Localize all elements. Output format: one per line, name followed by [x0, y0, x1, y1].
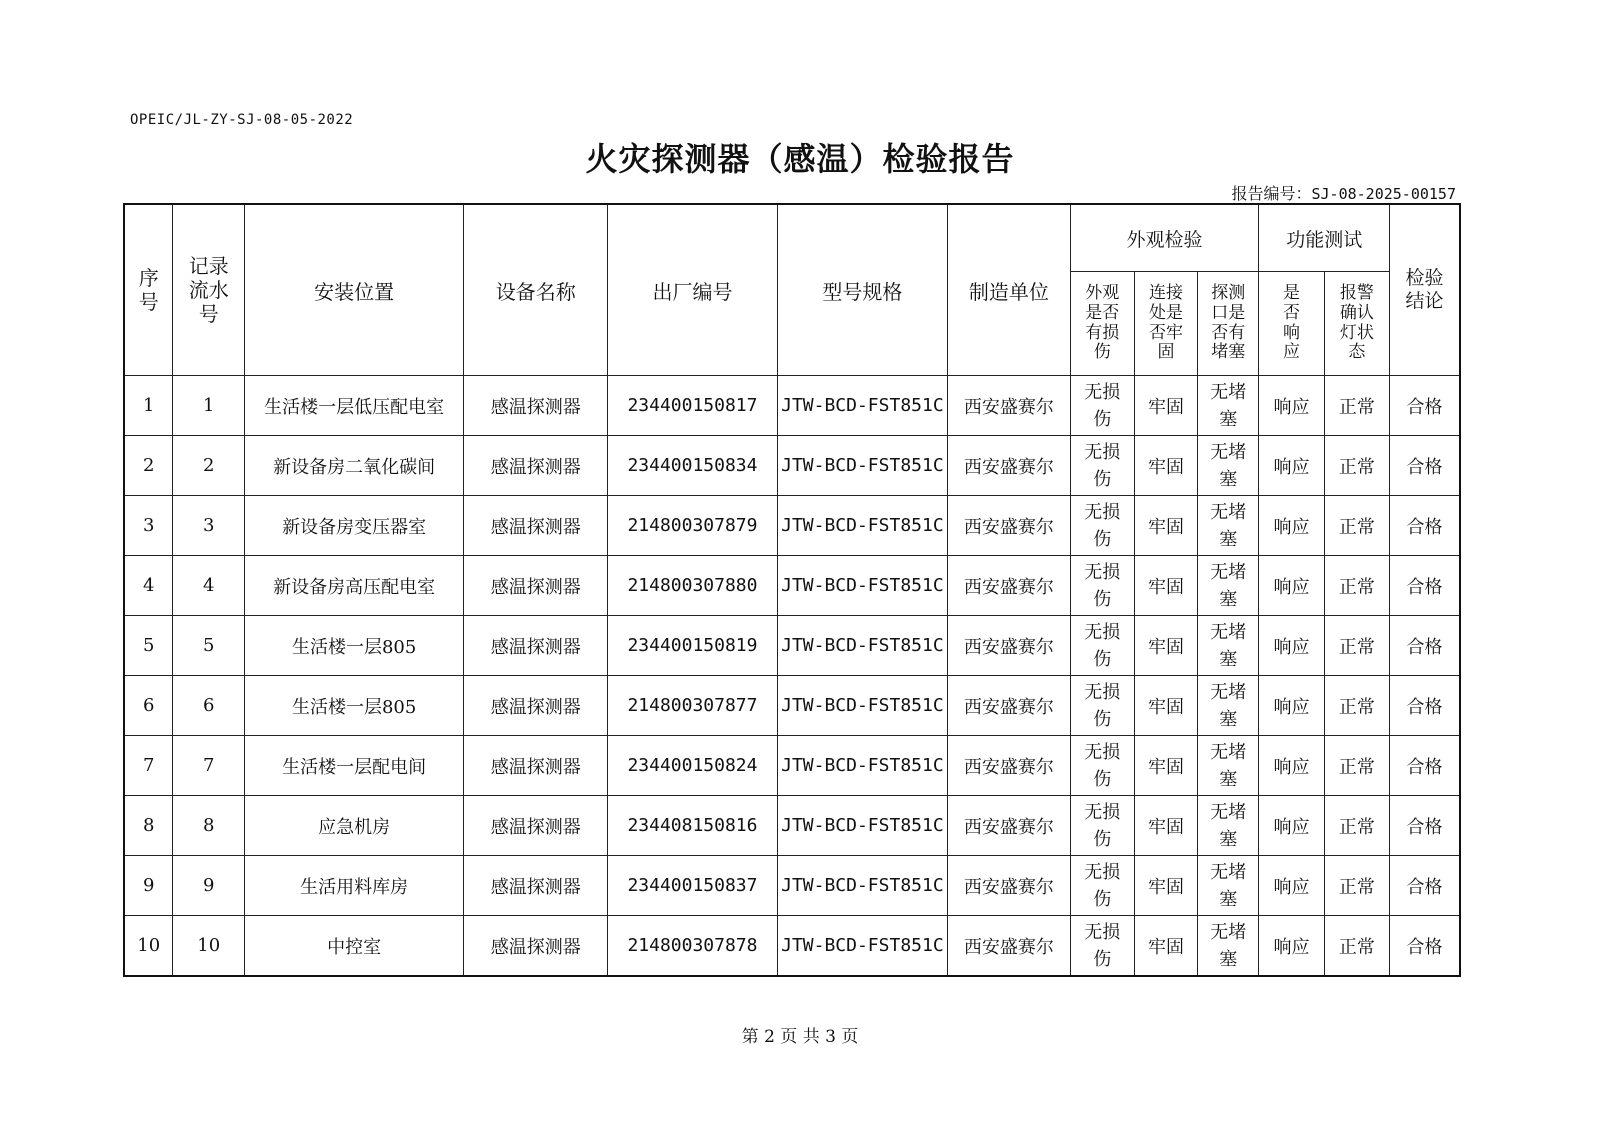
cell-serial-no: 234400150817: [608, 376, 777, 436]
cell-location: 新设备房变压器室: [244, 496, 463, 556]
header-manufacturer: 制造单位: [948, 204, 1070, 376]
cell-response: 响应: [1259, 856, 1324, 916]
cell-alarm: 正常: [1324, 856, 1389, 916]
cell-record-no: 3: [173, 496, 244, 556]
cell-record-no: 1: [173, 376, 244, 436]
cell-response: 响应: [1259, 676, 1324, 736]
cell-conclusion: 合格: [1390, 796, 1460, 856]
cell-device-name: 感温探测器: [464, 496, 608, 556]
cell-device-name: 感温探测器: [464, 436, 608, 496]
report-number-value: SJ-08-2025-00157: [1311, 185, 1456, 203]
cell-damage: 无损伤: [1070, 376, 1134, 436]
cell-device-name: 感温探测器: [464, 736, 608, 796]
cell-model: JTW-BCD-FST851C: [777, 916, 947, 977]
cell-device-name: 感温探测器: [464, 556, 608, 616]
cell-connection: 牢固: [1134, 856, 1197, 916]
header-app-damage: 外观是否有损伤: [1070, 272, 1134, 376]
cell-blockage: 无堵塞: [1198, 736, 1259, 796]
cell-record-no: 7: [173, 736, 244, 796]
table-row: [124, 616, 1460, 676]
header-serial-no: 出厂编号: [608, 204, 777, 376]
cell-connection: 牢固: [1134, 796, 1197, 856]
cell-seq: 10: [124, 916, 173, 977]
cell-location: 中控室: [244, 916, 463, 977]
cell-damage: 无损伤: [1070, 556, 1134, 616]
cell-record-no: 5: [173, 616, 244, 676]
header-model: 型号规格: [777, 204, 947, 376]
cell-conclusion: 合格: [1390, 736, 1460, 796]
cell-location: 新设备房高压配电室: [244, 556, 463, 616]
cell-record-no: 8: [173, 796, 244, 856]
table-row: [124, 856, 1460, 916]
cell-blockage: 无堵塞: [1198, 616, 1259, 676]
cell-alarm: 正常: [1324, 736, 1389, 796]
cell-damage: 无损伤: [1070, 676, 1134, 736]
cell-alarm: 正常: [1324, 916, 1389, 977]
cell-seq: 7: [124, 736, 173, 796]
header-appearance-group: 外观检验: [1070, 204, 1259, 272]
cell-response: 响应: [1259, 496, 1324, 556]
cell-seq: 6: [124, 676, 173, 736]
cell-seq: 1: [124, 376, 173, 436]
cell-connection: 牢固: [1134, 376, 1197, 436]
table-row: [124, 796, 1460, 856]
cell-seq: 4: [124, 556, 173, 616]
cell-alarm: 正常: [1324, 496, 1389, 556]
cell-serial-no: 214800307878: [608, 916, 777, 977]
cell-device-name: 感温探测器: [464, 796, 608, 856]
cell-manufacturer: 西安盛赛尔: [948, 496, 1070, 556]
cell-record-no: 9: [173, 856, 244, 916]
cell-serial-no: 214800307879: [608, 496, 777, 556]
cell-blockage: 无堵塞: [1198, 556, 1259, 616]
cell-blockage: 无堵塞: [1198, 376, 1259, 436]
document-code: OPEIC/JL-ZY-SJ-08-05-2022: [130, 112, 354, 128]
cell-location: 生活用料库房: [244, 856, 463, 916]
cell-alarm: 正常: [1324, 556, 1389, 616]
cell-alarm: 正常: [1324, 376, 1389, 436]
cell-conclusion: 合格: [1390, 436, 1460, 496]
cell-model: JTW-BCD-FST851C: [777, 436, 947, 496]
cell-blockage: 无堵塞: [1198, 436, 1259, 496]
cell-model: JTW-BCD-FST851C: [777, 616, 947, 676]
cell-serial-no: 234400150837: [608, 856, 777, 916]
header-conclusion: 检验结论: [1390, 204, 1460, 376]
cell-blockage: 无堵塞: [1198, 676, 1259, 736]
header-record-no: 记录流水号: [173, 204, 244, 376]
cell-conclusion: 合格: [1390, 676, 1460, 736]
cell-response: 响应: [1259, 556, 1324, 616]
cell-manufacturer: 西安盛赛尔: [948, 676, 1070, 736]
cell-conclusion: 合格: [1390, 856, 1460, 916]
cell-connection: 牢固: [1134, 736, 1197, 796]
cell-blockage: 无堵塞: [1198, 856, 1259, 916]
cell-serial-no: 234400150819: [608, 616, 777, 676]
cell-model: JTW-BCD-FST851C: [777, 856, 947, 916]
table-row: [124, 916, 1460, 977]
cell-response: 响应: [1259, 796, 1324, 856]
cell-seq: 8: [124, 796, 173, 856]
cell-response: 响应: [1259, 916, 1324, 977]
cell-model: JTW-BCD-FST851C: [777, 676, 947, 736]
cell-device-name: 感温探测器: [464, 676, 608, 736]
inspection-table: [123, 203, 1461, 977]
header-app-blockage: 探测口是否有堵塞: [1198, 272, 1259, 376]
cell-record-no: 10: [173, 916, 244, 977]
cell-connection: 牢固: [1134, 436, 1197, 496]
cell-connection: 牢固: [1134, 556, 1197, 616]
cell-damage: 无损伤: [1070, 436, 1134, 496]
header-function-group: 功能测试: [1259, 204, 1390, 272]
cell-damage: 无损伤: [1070, 616, 1134, 676]
cell-device-name: 感温探测器: [464, 616, 608, 676]
cell-manufacturer: 西安盛赛尔: [948, 856, 1070, 916]
cell-blockage: 无堵塞: [1198, 916, 1259, 977]
cell-connection: 牢固: [1134, 496, 1197, 556]
cell-conclusion: 合格: [1390, 376, 1460, 436]
header-fn-alarm: 报警确认灯状态: [1324, 272, 1389, 376]
table-row: [124, 676, 1460, 736]
cell-alarm: 正常: [1324, 796, 1389, 856]
cell-manufacturer: 西安盛赛尔: [948, 796, 1070, 856]
cell-serial-no: 214800307880: [608, 556, 777, 616]
cell-response: 响应: [1259, 376, 1324, 436]
cell-location: 生活楼一层805: [244, 676, 463, 736]
cell-seq: 3: [124, 496, 173, 556]
cell-location: 生活楼一层805: [244, 616, 463, 676]
header-fn-response: 是否响应: [1259, 272, 1324, 376]
cell-damage: 无损伤: [1070, 796, 1134, 856]
cell-manufacturer: 西安盛赛尔: [948, 436, 1070, 496]
cell-serial-no: 234400150834: [608, 436, 777, 496]
cell-manufacturer: 西安盛赛尔: [948, 916, 1070, 977]
cell-model: JTW-BCD-FST851C: [777, 496, 947, 556]
cell-conclusion: 合格: [1390, 556, 1460, 616]
cell-conclusion: 合格: [1390, 616, 1460, 676]
cell-seq: 2: [124, 436, 173, 496]
report-number: [1231, 181, 1456, 204]
cell-response: 响应: [1259, 736, 1324, 796]
header-app-connection: 连接处是否牢固: [1134, 272, 1197, 376]
cell-model: JTW-BCD-FST851C: [777, 376, 947, 436]
header-device-name: 设备名称: [464, 204, 608, 376]
cell-record-no: 6: [173, 676, 244, 736]
page-footer: 第 2 页 共 3 页: [741, 1027, 859, 1047]
report-number-label: 报告编号：: [1231, 184, 1312, 203]
cell-connection: 牢固: [1134, 916, 1197, 977]
cell-location: 新设备房二氧化碳间: [244, 436, 463, 496]
cell-connection: 牢固: [1134, 616, 1197, 676]
cell-model: JTW-BCD-FST851C: [777, 556, 947, 616]
cell-blockage: 无堵塞: [1198, 796, 1259, 856]
cell-device-name: 感温探测器: [464, 916, 608, 977]
cell-blockage: 无堵塞: [1198, 496, 1259, 556]
cell-damage: 无损伤: [1070, 496, 1134, 556]
cell-record-no: 4: [173, 556, 244, 616]
cell-conclusion: 合格: [1390, 496, 1460, 556]
cell-response: 响应: [1259, 616, 1324, 676]
table-row: [124, 736, 1460, 796]
header-location: 安装位置: [244, 204, 463, 376]
cell-location: 生活楼一层配电间: [244, 736, 463, 796]
table-row: [124, 376, 1460, 436]
cell-conclusion: 合格: [1390, 916, 1460, 977]
cell-serial-no: 234400150824: [608, 736, 777, 796]
cell-model: JTW-BCD-FST851C: [777, 796, 947, 856]
table-row: [124, 496, 1460, 556]
cell-alarm: 正常: [1324, 676, 1389, 736]
cell-manufacturer: 西安盛赛尔: [948, 376, 1070, 436]
cell-device-name: 感温探测器: [464, 856, 608, 916]
cell-manufacturer: 西安盛赛尔: [948, 736, 1070, 796]
cell-serial-no: 234408150816: [608, 796, 777, 856]
cell-location: 应急机房: [244, 796, 463, 856]
cell-model: JTW-BCD-FST851C: [777, 736, 947, 796]
cell-damage: 无损伤: [1070, 916, 1134, 977]
cell-serial-no: 214800307877: [608, 676, 777, 736]
report-title: 火灾探测器（感温）检验报告: [585, 140, 1015, 178]
cell-manufacturer: 西安盛赛尔: [948, 616, 1070, 676]
cell-alarm: 正常: [1324, 616, 1389, 676]
cell-record-no: 2: [173, 436, 244, 496]
table-row: [124, 556, 1460, 616]
cell-connection: 牢固: [1134, 676, 1197, 736]
cell-damage: 无损伤: [1070, 736, 1134, 796]
cell-alarm: 正常: [1324, 436, 1389, 496]
header-seq: 序号: [124, 204, 173, 376]
cell-seq: 9: [124, 856, 173, 916]
table-row: [124, 436, 1460, 496]
cell-location: 生活楼一层低压配电室: [244, 376, 463, 436]
cell-seq: 5: [124, 616, 173, 676]
cell-device-name: 感温探测器: [464, 376, 608, 436]
cell-damage: 无损伤: [1070, 856, 1134, 916]
cell-manufacturer: 西安盛赛尔: [948, 556, 1070, 616]
cell-response: 响应: [1259, 436, 1324, 496]
